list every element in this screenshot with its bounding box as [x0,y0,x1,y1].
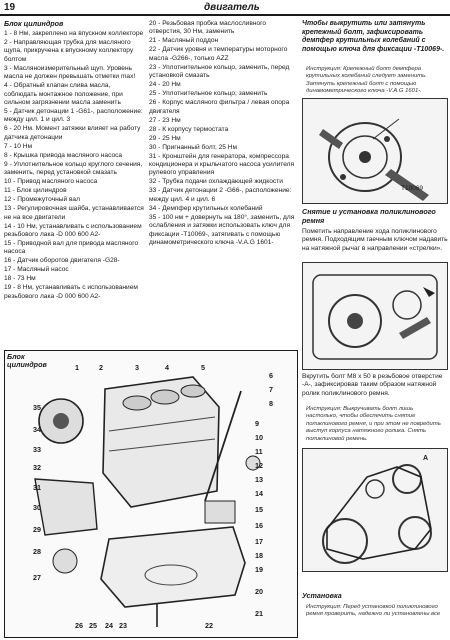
item-23: 23 - Уплотнительное кольцо, заменить, перед установкой смазать [149,63,290,80]
callout-24: 24 [105,621,113,630]
page-header [0,0,450,16]
item-34: 34 - Демпфер крутильных колебаний [149,204,263,212]
callout-18: 18 [255,551,263,560]
item-31: 31 - Кронштейн для генератора, компрессора кондиционера и крыльчатого насоса усилителя рулевого управления [149,152,295,177]
install-section-title: Установка [302,591,342,600]
damper-note-title: Чтобы выкрутить или затянуть крепежный болт, зафиксировать демпфер крутильных колебаний с помощью ключа для фиксации -T10069-. [302,20,445,53]
callout-29: 29 [33,525,41,534]
callout-26: 26 [75,621,83,630]
item-18: 18 - 73 Нм [4,275,36,283]
cylinder-block-figure [4,350,298,638]
belt-routing-illustration [303,449,447,571]
block-heading: Блок цилиндров [4,19,64,28]
callout-21: 21 [255,609,263,618]
item-5: 5 - Датчик детонации 1 -G61-, расположение: между цил. 1 и цил. 3 [4,108,143,124]
item-27: 27 - 23 Нм [149,116,181,124]
callout-35: 35 [33,403,41,412]
item-9: 9 - Уплотнительное кольцо круглого сечения, заменить, перед установкой смазать [4,160,143,177]
tool-label: T10069 [401,185,424,192]
callout-9: 9 [255,419,259,428]
callout-11: 11 [255,447,263,456]
damper-tool-figure [302,98,448,204]
tensioner-illustration [303,263,447,369]
callout-17: 17 [255,537,263,546]
callout-12: 12 [255,461,263,470]
callout-30: 30 [33,503,41,512]
item-30: 30 - Пригнанный болт, 25 Нм [149,143,238,151]
item-24: 24 - 20 Нм [149,81,181,89]
bolt-section-instruction: Инструкция: Выкручивать болт лишь настолько, чтобы обеспечить снятие поликлинового ремня, и при этом не повредить выступ корпуса натяжного ролика. Снять поликлиновой ремень. [306,406,441,442]
callout-4: 4 [165,363,169,372]
install-instruction: Инструкция: Перед установкой поликлинового ремня проверить, надежно ли установлены все [306,604,441,618]
item-7: 7 - 10 Нм [4,142,32,150]
left-column [4,30,144,302]
callout-32: 32 [33,463,41,472]
callout-16: 16 [255,521,263,530]
callout-19: 19 [255,565,263,574]
item-20: 20 - Резьбовая пробка маслосливного отверстия, 30 Нм, заменить [149,20,267,36]
figure-title: Блок цилиндров [7,352,47,370]
item-13: 13 - Регулировочная шайба, устанавливается не на все двигатели [4,205,144,221]
page-number: 19 [4,2,16,13]
callout-8: 8 [269,399,273,408]
item-2: 2 - Направляющая трубка для масляного щупа, прикручена к впускному коллектору болтом [4,39,134,63]
middle-column [149,20,297,248]
callout-15: 15 [255,505,263,514]
item-28: 28 - К корпусу термостата [149,125,229,133]
callout-31: 31 [33,483,41,492]
callout-27: 27 [33,573,41,582]
item-11: 11 - Блок цилиндров [4,187,67,195]
callout-6: 6 [269,371,273,380]
callout-22: 22 [205,621,213,630]
item-8: 8 - Крышка привода масляного насоса [4,151,123,159]
callout-28: 28 [33,547,41,556]
item-26: 26 - Корпус масляного фильтра / левая опора двигателя [149,99,290,115]
callout-1: 1 [75,363,79,372]
item-12: 12 - Промежуточный вал [4,196,80,204]
damper-note-instruction: Инструкция: Крепежный болт демпфера крутильных колебаний следует заменить. Затянуть крепежный болт с помощью динамометрического ключа -V.A.G 1601-. [306,66,427,95]
item-15: 15 - Приводной вал для привода масляного насоса [4,240,139,256]
item-32: 32 - Трубка подачи охлаждающей жидкости [149,178,283,186]
point-a-label: A [423,455,429,462]
callout-13: 13 [255,475,263,484]
callout-14: 14 [255,489,263,498]
item-6: 6 - 20 Нм. Момент затяжки влияет на работу датчика детонации [4,125,141,141]
bolt-section-text: Вкрутить болт M8 x 50 в резьбовое отверстие -А-, зафиксировав таким образом натяжной ролик поликлинового ремня. [302,373,443,397]
callout-5: 5 [201,363,205,372]
item-21: 21 - Масляный поддон [149,37,219,45]
item-14: 14 - 10 Нм, устанавливать с использованием резьбового лака -D 000 600 A2- [4,222,142,239]
callout-20: 20 [255,587,263,596]
item-17: 17 - Масляный насос [4,266,69,274]
tensioner-figure [302,262,448,370]
header-rule [0,14,450,16]
belt-section-title: Снятие и установка поликлинового ремня [302,207,436,225]
callout-23: 23 [119,621,127,630]
item-22: 22 - Датчик уровня и температуры моторного масла -G266-, только AZZ [149,46,288,62]
exploded-view-illustration [5,351,297,637]
item-35: 35 - 100 нм + довернуть на 180°, заменить, для ослабления и затяжки использовать ключ для фиксации -T10069-, затягивать с помощью динамометрического ключа -V.A.G 1601- [149,213,295,247]
callout-7: 7 [269,385,273,394]
belt-section-text: Пометить направление хода поликлинового ремня. Подходящим гаечным ключом надавить на натяжной рычаг в направлении «стрелки». [302,228,448,252]
item-1: 1 - 8 Нм, закреплено на впускном коллекторе [4,30,144,37]
item-4: 4 - Обратный клапан слива масла, соблюдать монтажное положение, при сильном загрязнении масла заменить [4,82,123,107]
item-16: 16 - Датчик оборотов двигателя -G28- [4,257,120,265]
item-25: 25 - Уплотнительное кольцо; заменить [149,90,268,98]
callout-10: 10 [255,433,263,442]
callout-3: 3 [135,363,139,372]
callout-25: 25 [89,621,97,630]
item-3: 3 - Масляноизмерительный щуп. Уровень масла не должен превышать отметки max! [4,64,136,81]
item-29: 29 - 25 Нм [149,134,181,142]
callout-34: 34 [33,425,41,434]
belt-routing-figure [302,448,448,572]
callout-2: 2 [99,363,103,372]
item-33: 33 - Датчик детонации 2 -G66-, расположение: между цил. 4 и цил. 6 [149,187,292,203]
section-name: двигатель [204,2,260,13]
item-19: 19 - 8 Нм, устанавливать с использованием резьбового лака -D 000 600 A2- [4,284,138,300]
damper-tool-illustration [303,99,447,203]
callout-33: 33 [33,445,41,454]
item-10: 10 - Привод масляного насоса [4,178,98,186]
